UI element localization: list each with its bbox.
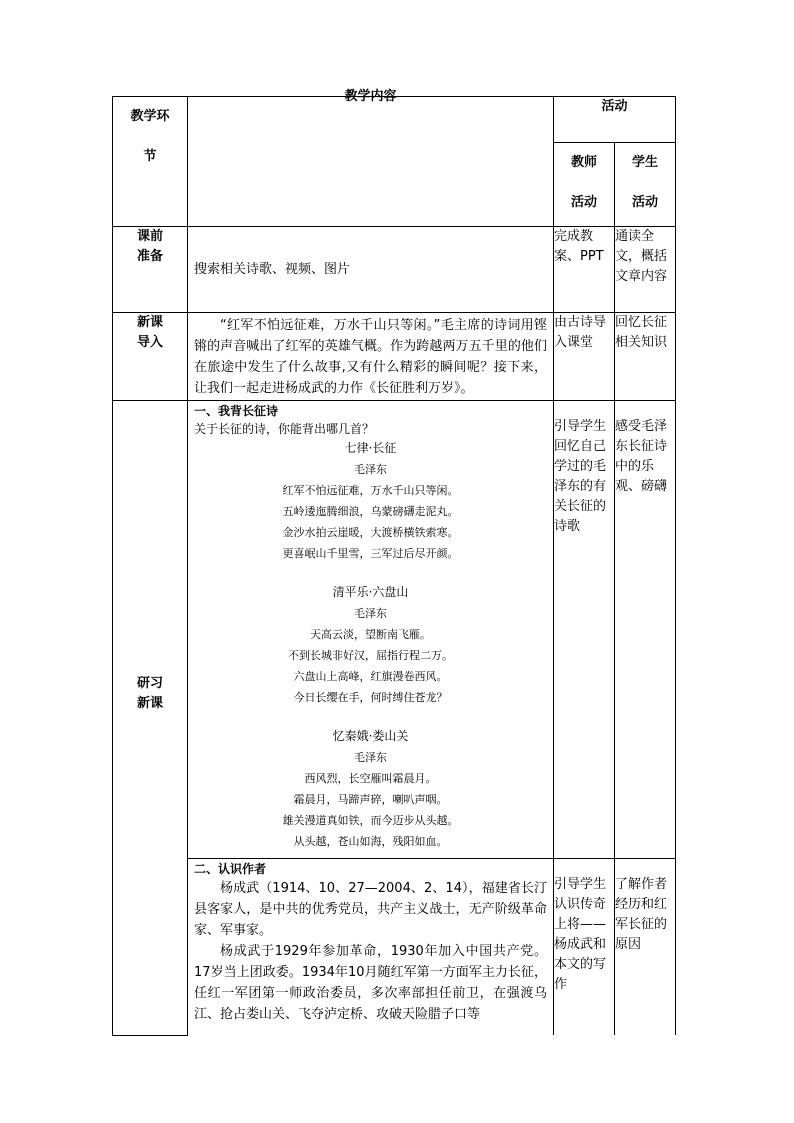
poem-line: 霜晨月，马蹄声碎，喇叭声咽。 [293, 793, 448, 806]
study-stage-line1: 研习 [136, 676, 163, 691]
poem-block [188, 582, 553, 708]
poem-line: 今日长缨在手，何时缚住苍龙？ [293, 691, 448, 704]
intro-teacher-cell [554, 313, 615, 401]
part1-student-text: 感受毛泽东长征诗中的乐观、磅礴 [615, 419, 668, 494]
intro-stage-cell [113, 313, 188, 401]
poem-line: 五岭逶迤腾细浪，乌蒙磅礴走泥丸。 [282, 505, 459, 518]
part1-teacher-text: 引导学生回忆自己学过的毛泽东的有关长征的诗歌 [554, 419, 607, 534]
prep-student-text: 通读全文，概括文章内容 [615, 229, 668, 284]
prep-student-cell [615, 227, 676, 313]
header-stage-line1: 教学环 [130, 109, 170, 124]
header-activity-label: 活动 [601, 99, 628, 114]
lesson-plan-table [112, 89, 676, 1036]
poem-line: 更喜岷山千里雪，三军过后尽开颜。 [282, 547, 459, 560]
poem-line: 天高云淡，望断南飞雁。 [310, 628, 431, 641]
prep-content-cell [188, 227, 554, 313]
poem-block [188, 726, 553, 852]
poem-line: 六盘山上高峰，红旗漫卷西风。 [293, 670, 448, 683]
header-activity-cell [554, 97, 676, 143]
part2-student-cell [615, 859, 676, 1036]
part2-teacher-cell [554, 859, 615, 1036]
poem-line: 不到长城非好汉，屈指行程二万。 [288, 649, 453, 662]
poem-title: 七律·长征 [344, 441, 397, 455]
intro-teacher-text: 由古诗导入课堂 [554, 315, 607, 350]
part1-teacher-cell [554, 401, 615, 859]
part2-student-text: 了解作者经历和红军长征的原因 [615, 877, 668, 952]
prep-stage-line1: 课前 [136, 229, 163, 244]
part1-heading: 一、我背长征诗 [194, 404, 279, 418]
intro-student-text: 回忆长征相关知识 [615, 315, 668, 350]
header-teacher-line2: 活动 [570, 195, 597, 210]
header-content-label: 教学内容 [344, 89, 397, 104]
header-student-line1: 学生 [632, 155, 659, 170]
part1-question: 关于长征的诗，你能背出哪几首？ [194, 422, 375, 436]
part1-student-cell [615, 401, 676, 859]
header-content-cell [188, 89, 554, 227]
header-teacher-line1: 教师 [570, 155, 597, 170]
author-content-cell [188, 859, 554, 1036]
intro-content-cell [188, 313, 554, 401]
part2-heading: 二、认识作者 [194, 862, 267, 876]
prep-teacher-cell [554, 227, 615, 313]
part2-teacher-text: 引导学生认识传奇上将——杨成武和本文的写作 [554, 877, 607, 992]
intro-student-cell [615, 313, 676, 401]
author-paragraph: 杨成武于1929年参加革命，1930年加入中国共产党。17岁当上团政委。1934年10月随红军第一方面军主力长征，任红一军团第一师政治委员，多次率部担任前卫，在强渡乌江、抢占娄山关、飞夺泸定桥、攻破天险腊子口等 [194, 944, 547, 1022]
prep-stage-cell [113, 227, 188, 313]
header-student-line2: 活动 [632, 195, 659, 210]
intro-stage-line1: 新课 [136, 315, 163, 330]
header-stage-cell [113, 97, 188, 227]
poem-block [188, 438, 553, 564]
study-stage-line2: 新课 [136, 696, 163, 711]
poem-line: 金沙水拍云崖暖，大渡桥横铁索寒。 [282, 526, 459, 539]
study-stage-cell [113, 401, 188, 1036]
poem-line: 红军不怕远征难，万水千山只等闲。 [282, 484, 459, 497]
poem-line: 西风烈，长空雁叫霜晨月。 [304, 772, 437, 785]
author-paragraph: 杨成武（1914、10、27—2004、2、14），福建省长汀县客家人，是中共的优秀党员，共产主义战士，无产阶级革命家、军事家。 [194, 881, 547, 938]
poem-author: 毛泽东 [354, 751, 387, 764]
prep-teacher-text: 完成教案、PPT [554, 229, 604, 264]
poem-line: 从头越，苍山如海，残阳如血。 [293, 835, 448, 848]
intro-stage-line2: 导入 [136, 335, 163, 350]
poem-title: 清平乐·六盘山 [332, 585, 409, 599]
poem-title: 忆秦娥·娄山关 [332, 729, 409, 743]
header-student-cell [615, 143, 676, 227]
poem-line: 雄关漫道真如铁，而今迈步从头越。 [282, 814, 459, 827]
header-teacher-cell [554, 143, 615, 227]
prep-content: 搜索相关诗歌、视频、图片 [194, 261, 351, 277]
poem-author: 毛泽东 [354, 607, 387, 620]
poem-author: 毛泽东 [354, 463, 387, 476]
header-stage-line2: 节 [143, 149, 157, 164]
poems-content-cell [188, 401, 554, 859]
intro-content: “红军不怕远征难，万水千山只等闲。”毛主席的诗词用铿锵的声音喊出了红军的英雄气概。作为跨越两万五千里的他们在旅途中发生了什么故事,又有什么精彩的瞬间呢？接下来，让我们一起走进杨成武的力作《长征胜利万岁》。 [194, 318, 547, 396]
prep-stage-line2: 准备 [136, 249, 163, 264]
